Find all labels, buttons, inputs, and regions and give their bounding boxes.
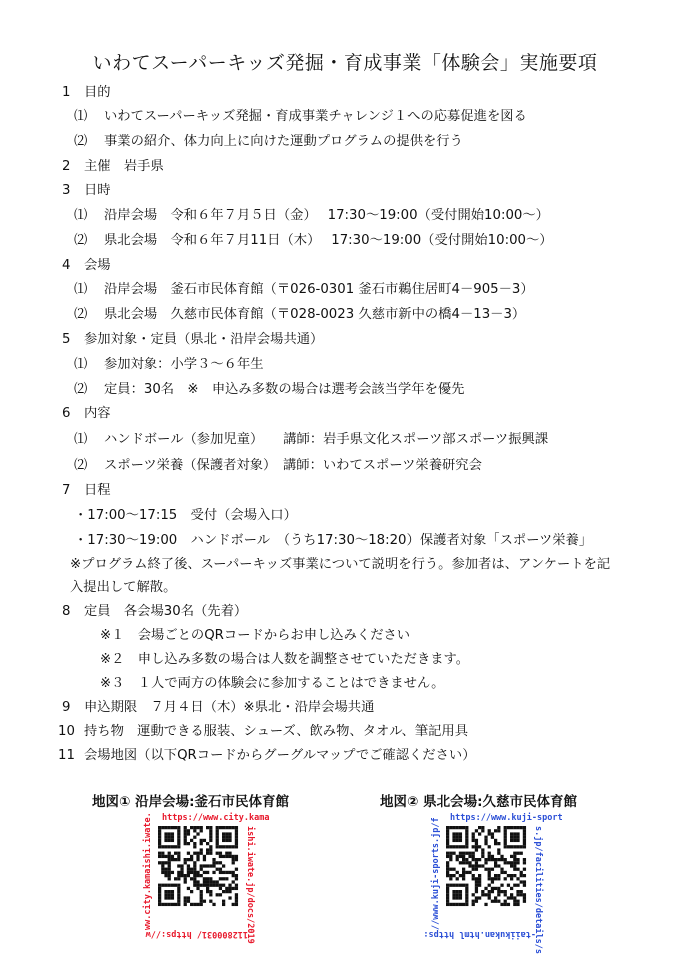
item-text: 定員：30名 ※ 申込み多数の場合は選考会該当学年を優先: [104, 382, 465, 397]
section-number: 8: [62, 604, 71, 619]
capacity-note-2: ※２ 申し込み多数の場合は人数を調整させていただきます。: [100, 652, 470, 667]
section-title: 目的: [84, 85, 111, 100]
section-6-item-2: [74, 457, 482, 475]
item-number: ⑴: [74, 282, 88, 297]
section-4-item-1: [74, 281, 534, 299]
section-10-heading: [58, 723, 469, 741]
section-number: 2: [62, 159, 71, 174]
qr-url-right: ishi.iwate.jp/docs/2019: [245, 826, 255, 944]
section-1-item-1: [74, 108, 527, 126]
section-1-heading: [62, 84, 111, 102]
qr-url-left: //www.kuji-sports.jp/f: [431, 817, 441, 930]
item-number: ⑴: [74, 432, 88, 447]
item-number: ⑵: [74, 382, 88, 397]
item-text: 沿岸会場 令和６年７月５日（金） 17:30～19:00（受付開始10:00～）: [104, 208, 549, 223]
schedule-line-2: ・17:30～19:00 ハンドボール （うち17:30～18:20）保護者対象「スポーツ栄養」: [74, 533, 593, 548]
item-number: ⑴: [74, 109, 88, 124]
item-number: ⑵: [74, 307, 88, 322]
section-11-heading: [58, 747, 476, 765]
section-4-heading: [62, 257, 111, 275]
section-title: 持ち物 運動できる服装、シューズ、飲み物、タオル、筆記用具: [84, 724, 469, 739]
section-4-item-2: [74, 306, 526, 324]
qr-frame: [423, 808, 563, 954]
section-number: 1: [62, 85, 71, 100]
section-9-heading: [62, 699, 375, 717]
section-number: 6: [62, 406, 71, 421]
section-number: 9: [62, 700, 71, 715]
qr-url-top: https://www.kuji-sport: [450, 813, 563, 823]
section-title: 主催 岩手県: [84, 159, 164, 174]
section-number: 5: [62, 332, 71, 347]
schedule-note-line-2: 入提出して解散。: [70, 580, 177, 595]
item-text: いわてスーパーキッズ発掘・育成事業チャレンジ１への応募促進を図る: [104, 109, 527, 124]
section-title: 内容: [84, 406, 111, 421]
section-8-heading: [62, 603, 248, 621]
capacity-note-1: ※１ 会場ごとのQRコードからお申し込みください: [100, 628, 411, 643]
section-title: 日時: [84, 183, 111, 198]
item-text: 参加対象：小学３～６年生: [104, 357, 264, 372]
schedule-line-1: ・17:00～17:15 受付（会場入口）: [74, 508, 297, 523]
item-text: 事業の紹介、体力向上に向けた運動プログラムの提供を行う: [104, 134, 463, 149]
item-text: ハンドボール（参加児童） 講師：岩手県文化スポーツ部スポーツ振興課: [104, 432, 549, 447]
section-title: 会場: [84, 258, 111, 273]
section-5-heading: [62, 331, 324, 349]
capacity-note-3: ※３ １人で両方の体験会に参加することはできません。: [100, 676, 445, 691]
section-number: 3: [62, 183, 71, 198]
map-1-label: 地図① 沿岸会場:釜石市民体育館: [92, 794, 290, 810]
qr-matrix: [158, 826, 238, 906]
section-title: 会場地図（以下QRコードからグーグルマップでご確認ください）: [84, 748, 476, 763]
section-title: 申込期限 ７月４日（木）※県北・沿岸会場共通: [84, 700, 375, 715]
section-3-item-1: [74, 207, 549, 225]
item-text: 県北会場 令和６年７月11日（木） 17:30～19:00（受付開始10:00～）: [104, 233, 553, 248]
section-2-heading: [62, 158, 164, 176]
section-title: 参加対象・定員（県北・沿岸会場共通）: [84, 332, 324, 347]
map-2-qr-code[interactable]: [423, 808, 563, 954]
section-number: 4: [62, 258, 71, 273]
section-number: 7: [62, 483, 71, 498]
qr-matrix: [446, 826, 526, 906]
section-title: 日程: [84, 483, 111, 498]
qr-url-top: https://www.city.kama: [162, 813, 270, 823]
item-number: ⑵: [74, 233, 88, 248]
section-7-heading: [62, 482, 111, 500]
item-number: ⑵: [74, 458, 88, 473]
qr-frame: [140, 808, 270, 944]
section-3-heading: [62, 182, 111, 200]
page-title: いわてスーパーキッズ発掘・育成事業「体験会」実施要項: [92, 52, 598, 74]
qr-url-bottom: 112800031/ https://w: [145, 929, 248, 939]
schedule-note-line-1: ※プログラム終了後、スーパーキッズ事業について説明を行う。参加者は、アンケートを記: [70, 557, 611, 572]
section-number: 11: [58, 748, 75, 763]
qr-url-right: s.jp/facilities/details/s: [533, 826, 543, 954]
map-2-label: 地図② 県北会場:久慈市民体育館: [380, 794, 578, 810]
item-text: 沿岸会場 釜石市民体育館（〒026-0301 釜石市鵜住居町4－905－3）: [104, 282, 534, 297]
item-number: ⑵: [74, 134, 88, 149]
item-text: スポーツ栄養（保護者対象） 講師：いわてスポーツ栄養研究会: [104, 458, 482, 473]
section-5-item-2: [74, 381, 465, 399]
qr-url-left: ww.city.kamaishi.iwate.: [143, 812, 153, 930]
section-title: 定員 各会場30名（先着）: [84, 604, 248, 619]
item-text: 県北会場 久慈市民体育館（〒028-0023 久慈市新中の橋4－13－3）: [104, 307, 526, 322]
section-6-item-1: [74, 431, 549, 449]
section-number: 10: [58, 724, 75, 739]
section-5-item-1: [74, 356, 264, 374]
item-number: ⑴: [74, 208, 88, 223]
item-number: ⑴: [74, 357, 88, 372]
section-3-item-2: [74, 232, 553, 250]
section-6-heading: [62, 405, 111, 423]
qr-url-bottom: -taiikukan.html https:: [423, 929, 536, 939]
map-1-qr-code[interactable]: [140, 808, 270, 944]
section-1-item-2: [74, 133, 463, 151]
